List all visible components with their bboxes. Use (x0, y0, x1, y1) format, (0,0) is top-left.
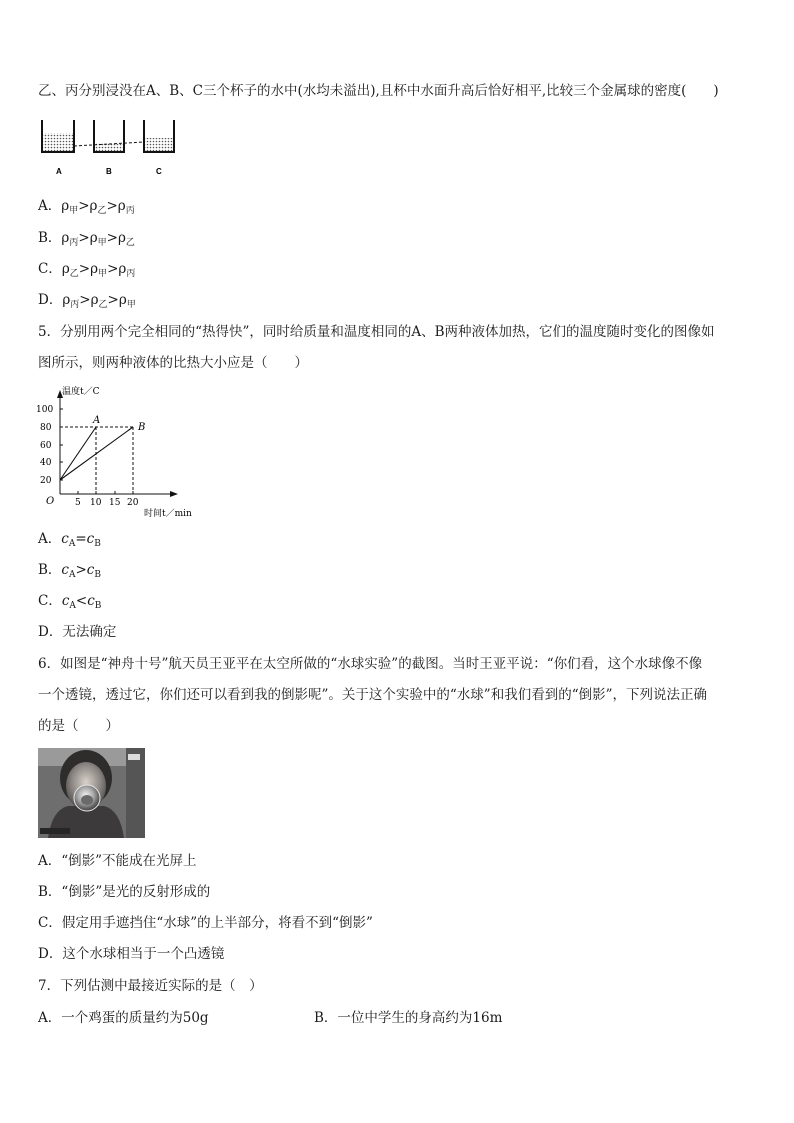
y-tick-40: 40 (40, 458, 52, 468)
x-tick-15: 15 (109, 498, 121, 508)
y-tick-60: 60 (40, 441, 52, 451)
q5-stem-line1: 5．分别用两个完全相同的“热得快”，同时给质量和温度相同的A、B两种液体加热，它们的温度随时变化的图像如 (38, 324, 715, 340)
q4-option-b[interactable]: B．$\rho_丙>\rho_甲>\rho_乙$ (38, 230, 135, 248)
q6-stem-line1: 6．如图是“神舟十号”航天员王亚平在太空所做的“水球实验”的截图。当时王亚平说：“你们看，这个水球像不像 (38, 656, 703, 672)
water-ball-photo (38, 748, 145, 838)
beaker-label-c: C (156, 167, 162, 176)
beakers-figure (38, 116, 178, 178)
q6-option-a[interactable]: A．“倒影”不能成在光屏上 (38, 853, 197, 869)
q6-stem-line2: 一个透镜，透过它，你们还可以看到我的倒影呢”。关于这个实验中的“水球”和我们看到的“倒影”，下列说法正确 (38, 687, 708, 703)
beaker-label-a: A (56, 167, 62, 176)
origin-label: O (46, 496, 55, 507)
q4-option-a[interactable]: A．$\rho_甲>\rho_乙>\rho_丙$ (38, 198, 135, 216)
q7-option-a[interactable]: A．一个鸡蛋的质量约为50g (38, 1010, 209, 1026)
q5-option-c[interactable]: C．$c_A<c_B$ (38, 593, 102, 611)
y-tick-80: 80 (40, 423, 52, 433)
temperature-graph (36, 378, 206, 520)
q6-option-b[interactable]: B．“倒影”是光的反射形成的 (38, 884, 211, 900)
q6-option-d[interactable]: D．这个水球相当于一个凸透镜 (38, 946, 225, 962)
q6-stem-line3: 的是（ ） (38, 718, 119, 734)
x-tick-20: 20 (127, 498, 139, 508)
beaker-a (42, 120, 74, 152)
beaker-c (144, 120, 174, 152)
y-axis-label: 温度t／C (62, 387, 100, 397)
y-ticks (36, 405, 63, 486)
x-tick-10: 10 (90, 498, 102, 508)
line-a-label: A (93, 415, 101, 426)
beaker-label-b: B (106, 167, 112, 176)
q4-stem: 乙、丙分别浸没在A、B、C三个杯子的水中(水均未溢出),且杯中水面升高后恰好相平,比较三个金属球的密度( ) (38, 83, 719, 99)
q4-option-c[interactable]: C．$\rho_乙>\rho_甲>\rho_丙$ (38, 261, 136, 279)
q5-option-b[interactable]: B．$c_A>c_B$ (38, 562, 101, 580)
x-axis-label: 时间t／min (144, 509, 192, 519)
q7-option-b[interactable]: B．一位中学生的身高约为16m (314, 1010, 503, 1026)
line-a (60, 427, 96, 480)
q5-option-d[interactable]: D．无法确定 (38, 624, 117, 640)
q7-stem: 7．下列估测中最接近实际的是（ ） (38, 978, 263, 994)
q5-option-a[interactable]: A．$c_A=c_B$ (38, 531, 101, 549)
q4-option-d[interactable]: D．$\rho_丙>\rho_乙>\rho_甲$ (38, 292, 136, 310)
x-tick-5: 5 (75, 498, 81, 508)
q6-option-c[interactable]: C．假定用手遮挡住“水球”的上半部分，将看不到“倒影” (38, 915, 373, 931)
y-tick-100: 100 (36, 405, 54, 415)
x-axis-arrow (170, 491, 178, 497)
q5-stem-line2: 图所示，则两种液体的比热大小应是（ ） (38, 355, 308, 371)
line-b-label: B (138, 422, 146, 433)
y-tick-20: 20 (40, 476, 52, 486)
beaker-b (94, 120, 124, 152)
